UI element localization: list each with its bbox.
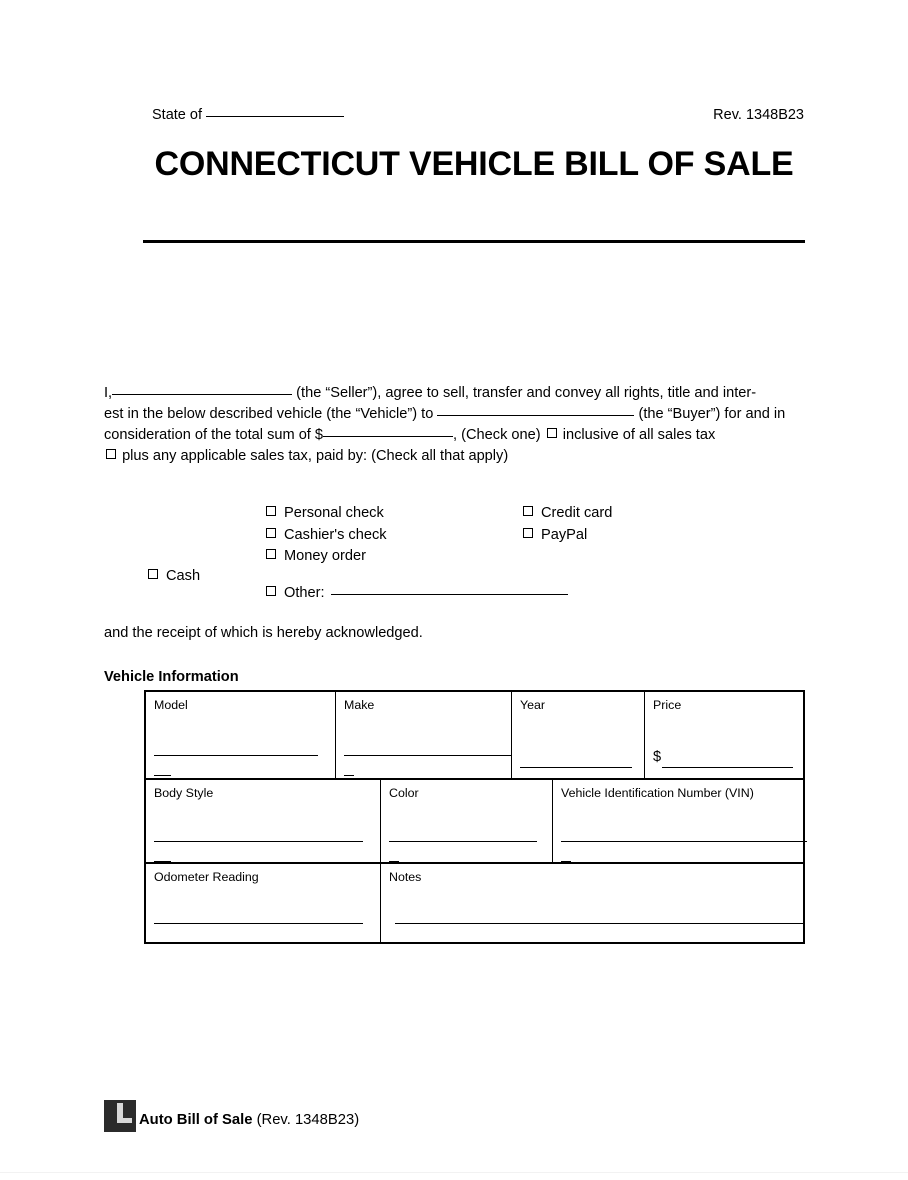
table-cell-model-field[interactable] [154,713,327,774]
agreement-line1-suffix: (the “Seller”), agree to sell, transfer and convey all rights, title and inter- [296,385,757,401]
odometer-write-line [154,923,363,924]
payment-option-cash[interactable] [148,566,200,587]
footer-brand: Auto Bill of Sale [139,1112,253,1129]
table-cell-make[interactable] [336,692,512,778]
body-style-write-line [154,841,363,842]
agreement-line-4 [104,446,804,467]
total-sum-blank[interactable] [323,436,453,437]
table-cell-body-style[interactable] [146,780,381,862]
vin-write-line [561,841,807,842]
color-write-line [389,841,537,842]
checkbox-other[interactable] [266,586,276,596]
payment-option-other-label: Other: [284,585,325,601]
payment-option-paypal[interactable] [523,525,612,546]
table-cell-model-label: Model [154,698,188,712]
table-cell-year[interactable] [512,692,645,778]
payment-column-left [266,503,387,568]
table-cell-body-style-label: Body Style [154,786,214,800]
state-of-label: State of [152,107,202,123]
make-write-line [344,755,511,756]
table-cell-model[interactable] [146,692,336,778]
payment-other-blank[interactable] [331,594,568,595]
page-bottom-edge [0,1172,908,1173]
checkbox-paypal[interactable] [523,528,533,538]
auto-bill-of-sale-logo-icon [104,1100,136,1132]
price-write-line [662,767,793,768]
price-currency-symbol: $ [653,749,662,765]
state-of-blank[interactable] [206,116,344,117]
payment-option-credit-card-label: Credit card [541,505,613,521]
table-cell-make-field[interactable] [344,713,503,774]
vin-write-stub [561,861,571,862]
receipt-acknowledgement: and the receipt of which is hereby acknowledged. [104,625,423,641]
checkbox-plus-applicable-sales-tax[interactable] [106,449,116,459]
agreement-line3-mid: , (Check one) [453,427,541,443]
agreement-line2-suffix: (the “Buyer”) for and in [638,406,786,422]
table-row [146,692,803,780]
agreement-line-3 [104,425,804,446]
table-cell-vin-label: Vehicle Identification Number (VIN) [561,786,754,800]
table-cell-notes[interactable] [381,864,803,942]
year-write-line [520,767,632,768]
agreement-line3-prefix: consideration of the total sum of $ [104,427,324,443]
agreement-line-2 [104,404,804,425]
table-cell-price-field[interactable] [653,713,795,774]
odometer-write-stub [154,943,171,944]
footer-revision: (Rev. 1348B23) [256,1112,360,1129]
page-title: CONNECTICUT VEHICLE BILL OF SALE [154,145,794,183]
table-cell-vin[interactable] [553,780,803,862]
payment-option-other[interactable] [266,583,568,604]
table-cell-price[interactable] [645,692,803,778]
state-of-field[interactable] [104,108,344,123]
table-cell-odometer[interactable] [146,864,381,942]
checkbox-personal-check[interactable] [266,506,276,516]
payment-option-credit-card[interactable] [523,503,612,524]
body-style-write-stub [154,861,171,862]
table-cell-make-label: Make [344,698,375,712]
table-cell-vin-field[interactable] [561,801,795,858]
table-cell-color-label: Color [389,786,419,800]
vehicle-information-heading: Vehicle Information [104,669,239,685]
model-write-stub [154,775,171,776]
notes-write-line [395,923,805,924]
agreement-line4-text: plus any applicable sales tax, paid by: (Check all that apply) [122,448,509,464]
payment-option-cashiers-check-label: Cashier's check [284,526,387,543]
table-cell-color-field[interactable] [389,801,544,858]
buyer-name-blank[interactable] [437,415,634,416]
payment-option-money-order[interactable] [266,546,387,567]
agreement-line-1 [104,383,804,404]
vehicle-information-table [144,690,805,944]
checkbox-inclusive-of-sales-tax[interactable] [547,428,557,438]
document-header [104,108,804,123]
checkbox-credit-card[interactable] [523,506,533,516]
table-cell-year-field[interactable] [520,713,636,774]
table-cell-notes-label: Notes [389,870,422,884]
table-cell-odometer-label: Odometer Reading [154,870,259,884]
table-cell-color[interactable] [381,780,553,862]
table-cell-notes-field[interactable] [389,885,795,938]
payment-methods-group [104,503,804,608]
agreement-line2-prefix: est in the below described vehicle (the “Vehicle”) to [104,406,434,422]
seller-name-blank[interactable] [112,394,292,395]
table-cell-body-style-field[interactable] [154,801,372,858]
payment-option-personal-check-label: Personal check [284,505,384,521]
make-write-stub [344,775,354,776]
payment-option-paypal-label: PayPal [541,526,588,543]
table-cell-year-label: Year [520,698,546,712]
payment-option-personal-check[interactable] [266,503,387,524]
table-cell-price-label: Price [653,698,682,712]
agreement-line3-suffix: inclusive of all sales tax [562,427,716,443]
color-write-stub [389,861,399,862]
agreement-line1-prefix: I, [104,385,113,401]
payment-option-cashiers-check[interactable] [266,525,387,546]
payment-option-money-order-label: Money order [284,548,366,564]
payment-option-cash-label: Cash [166,568,201,584]
logo-horizontal-bar [117,1118,132,1123]
notes-write-stub [389,943,411,944]
table-row [146,864,803,942]
table-row [146,780,803,864]
checkbox-cash[interactable] [148,569,158,579]
agreement-paragraph [104,383,804,467]
revision-header: Rev. 1348B23 [713,107,804,123]
title-divider [143,240,805,243]
payment-column-right [523,503,612,546]
footer-label [139,1113,359,1132]
table-cell-odometer-field[interactable] [154,885,372,938]
checkbox-money-order[interactable] [266,549,276,559]
model-write-line [154,755,318,756]
document-footer [104,1100,359,1132]
checkbox-cashiers-check[interactable] [266,528,276,538]
